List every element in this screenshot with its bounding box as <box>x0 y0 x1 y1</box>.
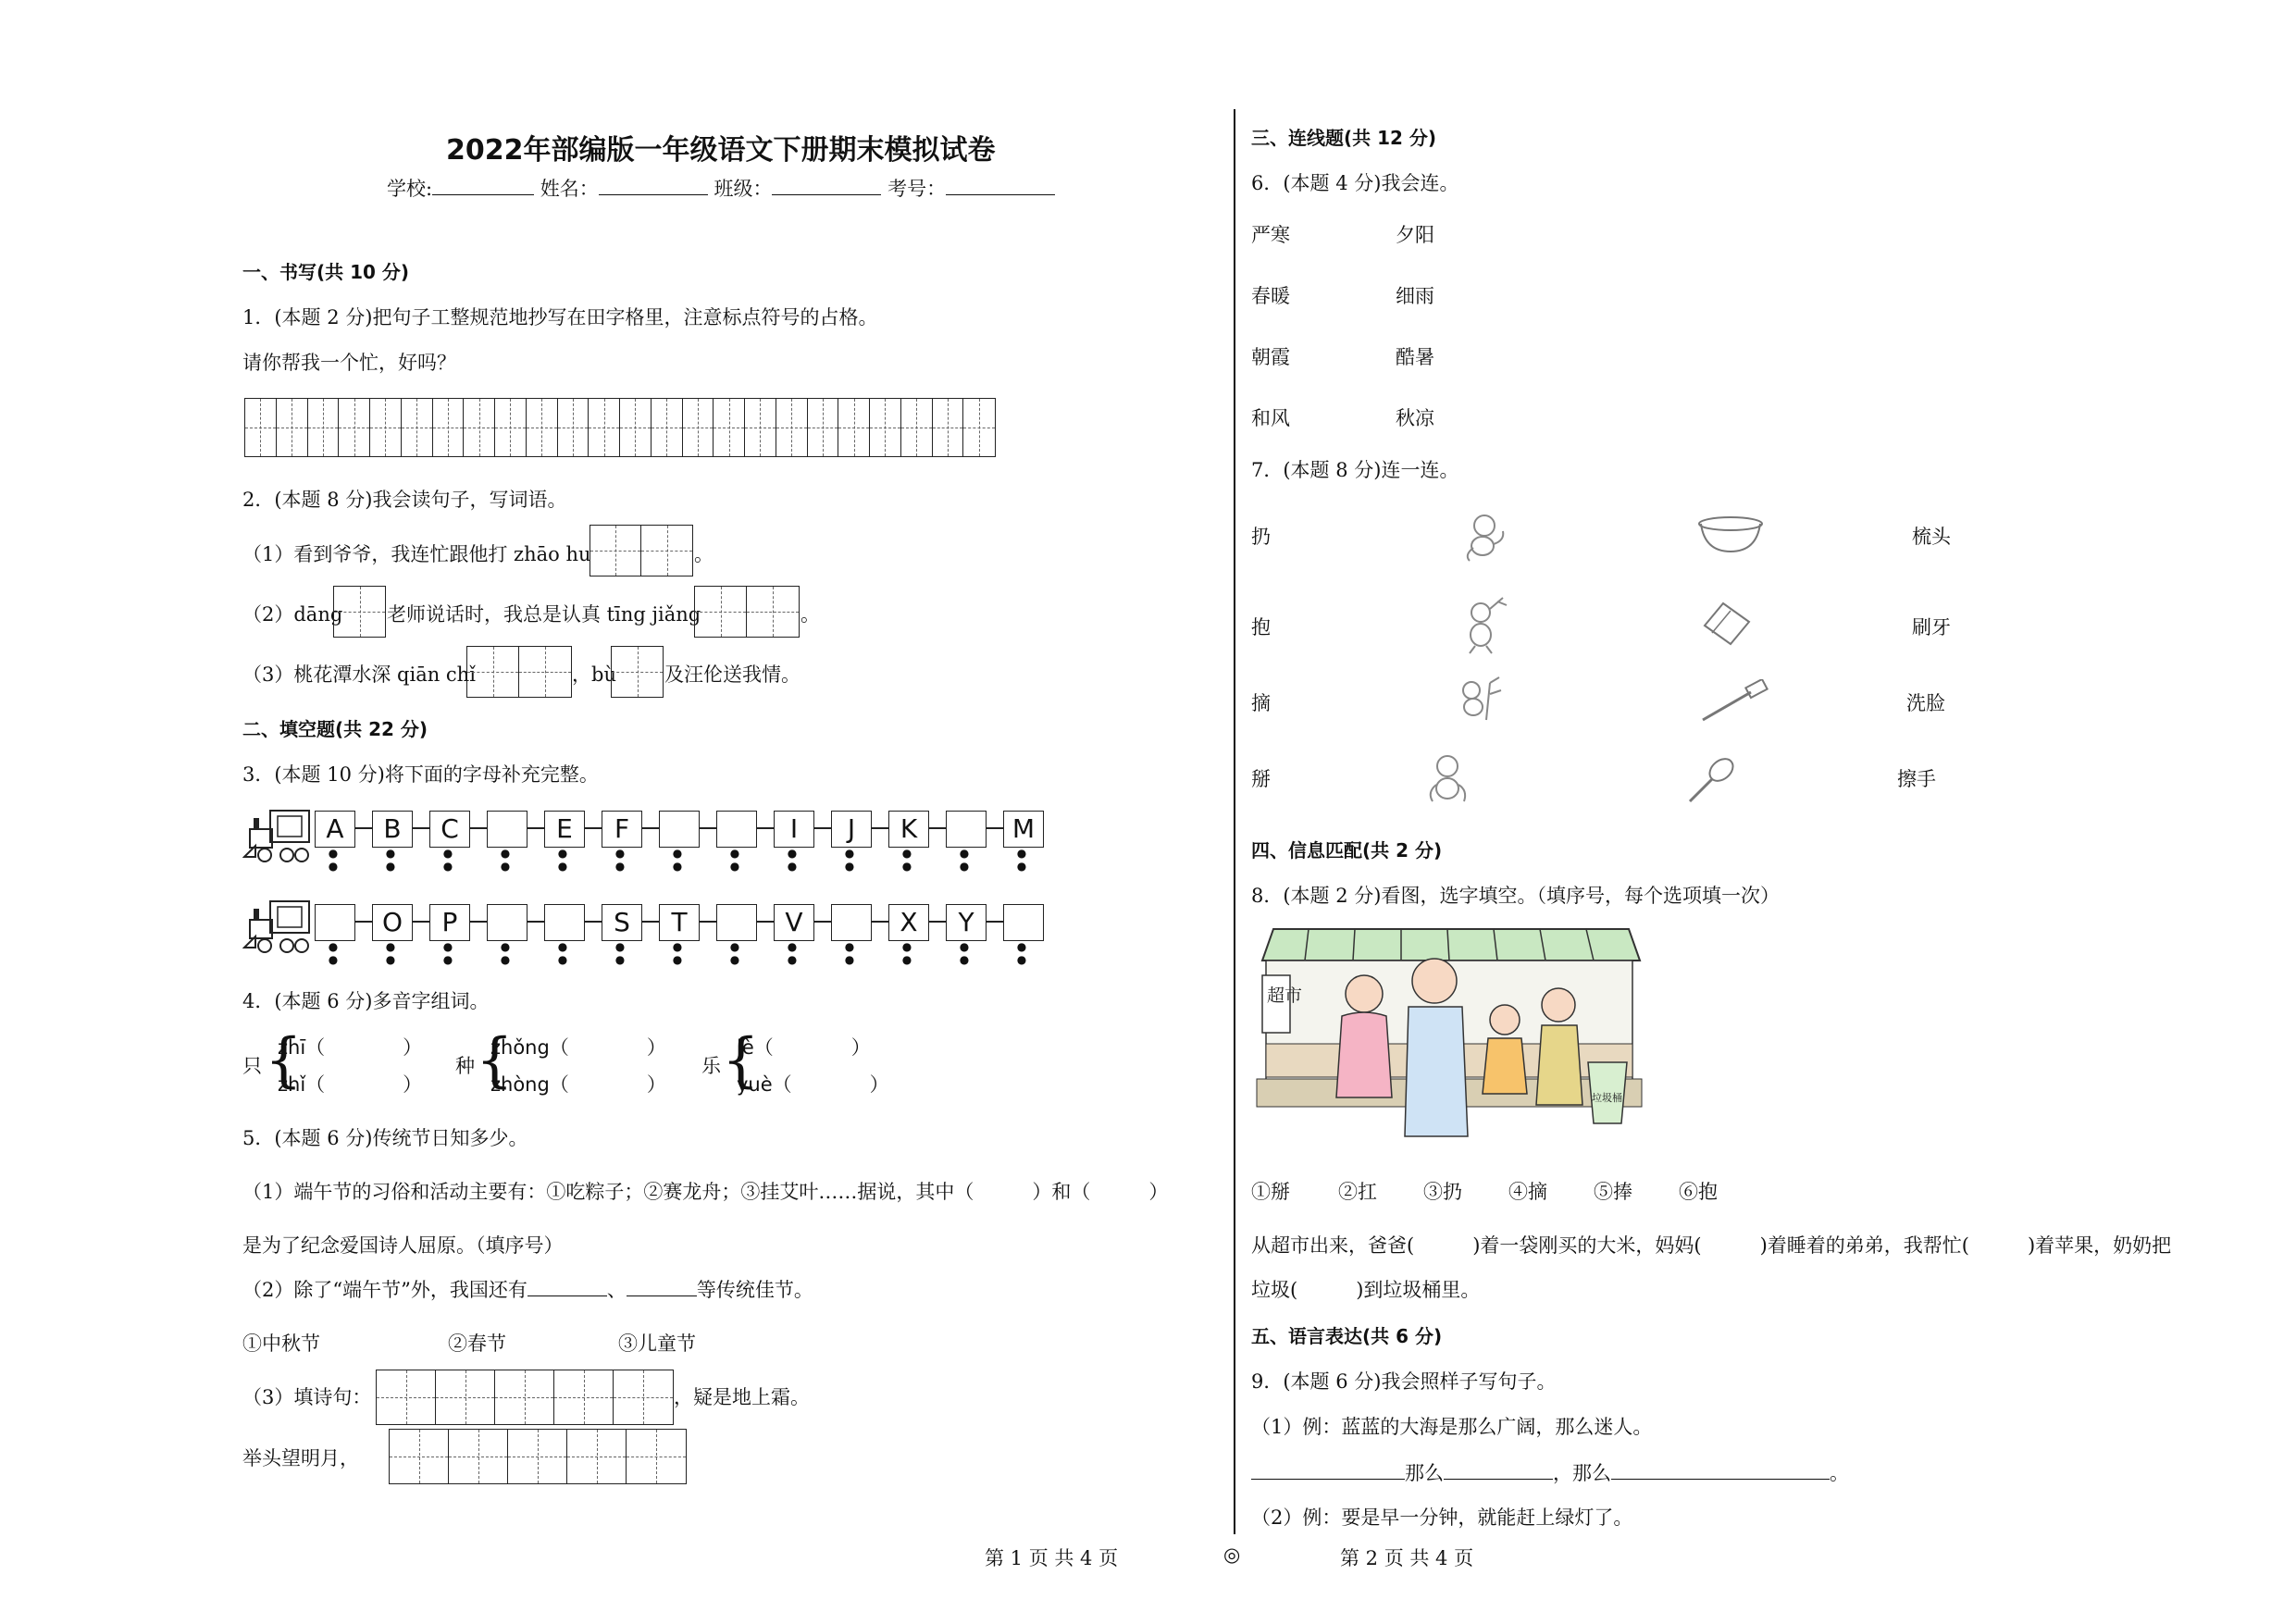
q6-right-word[interactable]: 秋凉 <box>1396 407 1434 429</box>
q7-verb[interactable]: 摘 <box>1251 692 1271 714</box>
q2-2-grid-b[interactable] <box>694 586 800 638</box>
question-1: 1．(本题 2 分)把句子工整规范地抄写在田字格里，注意标点符号的占格。 <box>242 306 878 329</box>
q7-verb[interactable]: 掰 <box>1251 768 1271 790</box>
locomotive-icon <box>242 801 316 866</box>
page-divider <box>1234 109 1235 1534</box>
q2-2-end: 。 <box>800 603 820 626</box>
name-label: 姓名： <box>540 178 599 200</box>
q6-left-word[interactable]: 春暖 <box>1251 285 1290 307</box>
q9-1-text-d: 。 <box>1830 1462 1849 1484</box>
q6-right-word[interactable]: 细雨 <box>1396 285 1434 307</box>
q2-3-text-b: ，bù <box>572 663 616 686</box>
train-car[interactable] <box>487 811 527 848</box>
poly-3b[interactable]: yuè（ ） <box>737 1073 889 1096</box>
comb-icon[interactable] <box>1684 751 1740 807</box>
q7-item[interactable]: 洗脸 <box>1906 692 1945 714</box>
q5-2 <box>242 1275 813 1303</box>
q5-option-3: ③儿童节 <box>618 1333 696 1355</box>
page-title: 2022年部编版一年级语文下册期末模拟试卷 <box>446 134 996 167</box>
q7-verb[interactable]: 扔 <box>1251 526 1271 548</box>
q7-item[interactable]: 梳头 <box>1912 526 1951 548</box>
train-car[interactable] <box>315 904 355 941</box>
q8-option: ③扔 <box>1423 1181 1462 1203</box>
footer-page-2: 第 2 页 共 4 页 <box>1340 1547 1474 1569</box>
q2-1-end: 。 <box>694 543 714 565</box>
question-4: 4．(本题 6 分)多音字组词。 <box>242 990 490 1012</box>
brace-icon: { <box>722 1026 760 1095</box>
train-car[interactable] <box>716 904 757 941</box>
monkey-icon[interactable] <box>1421 748 1477 807</box>
monkey-icon[interactable] <box>1453 674 1512 722</box>
question-6: 6．(本题 4 分)我会连。 <box>1251 172 1459 194</box>
q2-2-text-a: （2）dāng <box>242 603 343 626</box>
train-car[interactable] <box>831 904 872 941</box>
q5-2-text-a: （2）除了“端午节”外，我国还有 <box>242 1279 527 1301</box>
train-car[interactable]: J ● ● <box>831 811 872 848</box>
train-car[interactable] <box>946 811 987 848</box>
name-blank[interactable] <box>599 178 708 195</box>
q8-option: ⑥抱 <box>1679 1181 1718 1203</box>
q7-item[interactable]: 刷牙 <box>1912 616 1951 638</box>
train-car[interactable]: C ● ● <box>429 811 470 848</box>
train-car[interactable]: V ● ● <box>774 904 814 941</box>
train-car[interactable] <box>1003 904 1044 941</box>
q8-option: ⑤捧 <box>1594 1181 1632 1203</box>
school-label: 学校: <box>387 178 433 200</box>
q2-2-text-b: 老师说话时，我总是认真 tīng jiǎng <box>387 603 701 626</box>
train-car[interactable]: B ● ● <box>372 811 413 848</box>
q5-2-blank-1[interactable] <box>527 1279 607 1296</box>
q2-item-1 <box>242 539 591 567</box>
q9-1-example: （1）例：蓝蓝的大海是那么广阔，那么迷人。 <box>1251 1416 1653 1438</box>
q9-1-blank-1[interactable] <box>1251 1462 1405 1480</box>
q8-passage-line-2[interactable]: 垃圾( )到垃圾桶里。 <box>1251 1279 1481 1301</box>
q8-passage-line-1[interactable]: 从超市出来，爸爸( )着一袋刚买的大米，妈妈( )着睡着的弟弟，我帮忙( )着苹果，奶奶把 <box>1251 1234 2172 1257</box>
poly-1a[interactable]: zhī（ ） <box>278 1036 423 1059</box>
q5-option-2: ②春节 <box>448 1333 506 1355</box>
q5-4-grid[interactable] <box>389 1429 687 1484</box>
q5-1: （1）端午节的习俗和活动主要有：①吃粽子；②赛龙舟；③挂艾叶……据说，其中（ ）和（ ） <box>242 1181 1169 1203</box>
q5-2-text-b: 、 <box>606 1279 627 1301</box>
train-car[interactable]: M ● ● <box>1003 811 1044 848</box>
q6-left-word[interactable]: 朝霞 <box>1251 346 1290 368</box>
poly-char-2: 种 <box>455 1055 475 1077</box>
q7-verb[interactable]: 抱 <box>1251 616 1271 638</box>
train-car[interactable]: P ● ● <box>429 904 470 941</box>
question-2: 2．(本题 8 分)我会读句子，写词语。 <box>242 489 567 511</box>
section-heading-3: 三、连线题(共 12 分) <box>1251 127 1437 149</box>
toothbrush-icon[interactable] <box>1699 679 1769 725</box>
school-blank[interactable] <box>432 178 534 195</box>
alphabet-train-2 <box>315 904 1044 941</box>
q1-sentence: 请你帮我一个忙，好吗？ <box>242 352 456 374</box>
train-car[interactable]: K ● ● <box>888 811 929 848</box>
q5-3-text-a: （3）填诗句： <box>242 1386 372 1408</box>
q6-right-word[interactable]: 夕阳 <box>1396 224 1434 246</box>
train-car[interactable]: A ● ● <box>315 811 355 848</box>
number-blank[interactable] <box>946 178 1055 195</box>
supermarket-illustration <box>1253 924 1645 1142</box>
q8-option: ①掰 <box>1251 1181 1290 1203</box>
q2-2-grid-a[interactable] <box>333 586 386 638</box>
bin-label-text: 垃圾桶 <box>1592 1092 1622 1104</box>
section-heading-2: 二、填空题(共 22 分) <box>242 718 428 740</box>
question-8: 8．(本题 2 分)看图，选字填空。（填序号，每个选项填一次） <box>1251 885 1780 907</box>
train-car[interactable]: O ● ● <box>372 904 413 941</box>
q2-3-text-c: 及汪伦送我情。 <box>664 663 800 686</box>
basin-icon[interactable] <box>1695 514 1766 557</box>
train-car[interactable]: E ● ● <box>544 811 585 848</box>
towel-icon[interactable] <box>1699 598 1755 650</box>
footer-center-mark: ◎ <box>1223 1543 1241 1566</box>
q1-writing-grid[interactable] <box>244 398 996 457</box>
q2-1-grid[interactable] <box>590 525 693 576</box>
monkey-icon[interactable] <box>1457 592 1512 655</box>
poly-3a[interactable]: lè（ ） <box>737 1036 871 1059</box>
q7-item[interactable]: 擦手 <box>1897 768 1936 790</box>
section-heading-4: 四、信息匹配(共 2 分) <box>1251 839 1443 862</box>
train-car[interactable] <box>716 811 757 848</box>
shop-sign-text: 超市 <box>1267 986 1303 1006</box>
train-car[interactable]: F ● ● <box>602 811 642 848</box>
brace-icon: { <box>476 1026 514 1095</box>
q9-1-text-b: 那么 <box>1405 1462 1444 1484</box>
q2-1-text: （1）看到爷爷，我连忙跟他打 zhāo hu <box>242 543 591 565</box>
q2-3-grid-a[interactable] <box>466 646 572 698</box>
question-9: 9．(本题 6 分)我会照样子写句子。 <box>1251 1370 1557 1393</box>
question-5: 5．(本题 6 分)传统节日知多少。 <box>242 1127 528 1149</box>
poly-char-1: 只 <box>242 1055 262 1077</box>
class-label: 班级： <box>714 178 773 200</box>
monkey-icon[interactable] <box>1457 507 1512 563</box>
q5-3-grid[interactable] <box>376 1370 674 1425</box>
q2-3-grid-b[interactable] <box>611 646 664 698</box>
section-heading-1: 一、书写(共 10 分) <box>242 261 410 283</box>
q5-1b: 是为了纪念爱国诗人屈原。（填序号） <box>242 1234 564 1257</box>
train-car[interactable]: T ● ● <box>659 904 700 941</box>
poly-2b[interactable]: zhòng（ ） <box>490 1073 666 1096</box>
q5-option-1: ①中秋节 <box>242 1333 320 1355</box>
q9-2-example: （2）例：要是早一分钟，就能赶上绿灯了。 <box>1251 1506 1633 1529</box>
q6-right-word[interactable]: 酷暑 <box>1396 346 1434 368</box>
q2-3-text-a: （3）桃花潭水深 qiān chǐ <box>242 663 476 686</box>
poly-2a[interactable]: zhǒng（ ） <box>490 1036 666 1059</box>
alphabet-train-1 <box>315 811 1044 848</box>
q9-1-text-c: ，那么 <box>1553 1462 1611 1484</box>
q8-option: ②扛 <box>1338 1181 1377 1203</box>
q8-option: ④摘 <box>1508 1181 1547 1203</box>
question-7: 7．(本题 8 分)连一连。 <box>1251 459 1459 481</box>
question-3: 3．(本题 10 分)将下面的字母补充完整。 <box>242 763 599 786</box>
train-car[interactable]: S ● ● <box>602 904 642 941</box>
locomotive-icon <box>242 892 316 957</box>
train-car[interactable]: X ● ● <box>888 904 929 941</box>
train-car[interactable]: Y ● ● <box>946 904 987 941</box>
q5-2-blank-2[interactable] <box>627 1279 697 1296</box>
q9-1-blank-2[interactable] <box>1444 1462 1553 1480</box>
q6-left-word[interactable]: 严寒 <box>1251 224 1290 246</box>
q5-2-text-c: 等传统佳节。 <box>696 1279 813 1301</box>
poly-1b[interactable]: zhǐ（ ） <box>278 1073 423 1096</box>
footer-page-1: 第 1 页 共 4 页 <box>985 1547 1119 1569</box>
train-car[interactable]: I ● ● <box>774 811 814 848</box>
class-blank[interactable] <box>772 178 881 195</box>
poly-char-3: 乐 <box>701 1055 721 1077</box>
student-info-line <box>387 174 1055 202</box>
number-label: 考号： <box>887 178 947 200</box>
q6-left-word[interactable]: 和风 <box>1251 407 1290 429</box>
q5-4-text: 举头望明月， <box>242 1447 359 1469</box>
train-car[interactable] <box>659 811 700 848</box>
section-heading-5: 五、语言表达(共 6 分) <box>1251 1325 1443 1347</box>
train-car[interactable] <box>487 904 527 941</box>
q9-1-answer <box>1251 1458 1849 1486</box>
train-car[interactable] <box>544 904 585 941</box>
q5-3-text-b: ，疑是地上霜。 <box>674 1386 810 1408</box>
brace-icon: { <box>265 1026 303 1095</box>
q9-1-blank-3[interactable] <box>1611 1462 1830 1480</box>
